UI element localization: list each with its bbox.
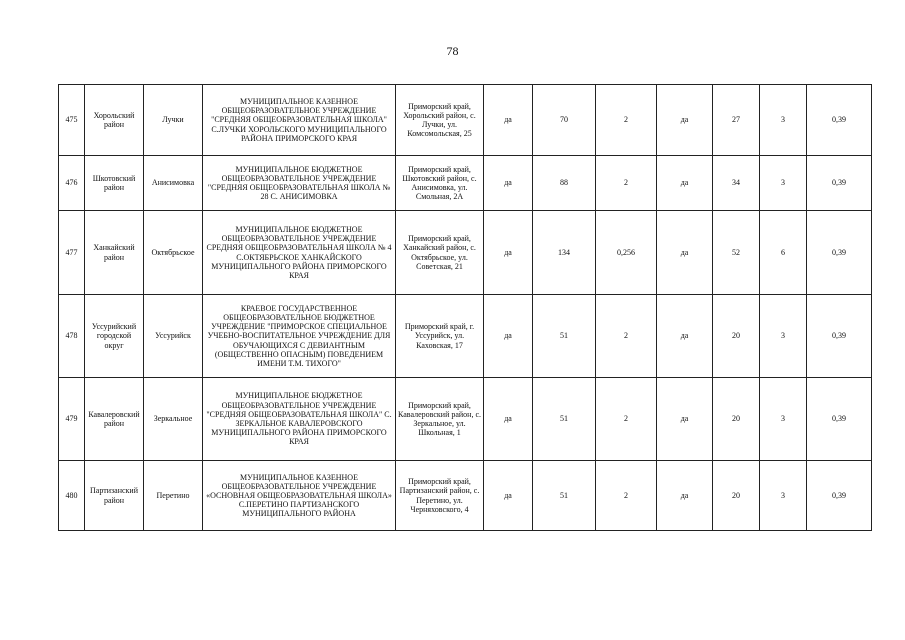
address-cell: Приморский край, Кавалеровский район, с. Зеркальное, ул. Школьная, 1 xyxy=(396,378,484,461)
value-cell: 134 xyxy=(533,211,596,295)
row-number: 475 xyxy=(59,85,85,156)
address-cell: Приморский край, Хорольский район, с. Лучки, ул. Комсомольская, 25 xyxy=(396,85,484,156)
school-name-cell: МУНИЦИПАЛЬНОЕ БЮДЖЕТНОЕ ОБЩЕОБРАЗОВАТЕЛЬНОЕ УЧРЕЖДЕНИЕ "СРЕДНЯЯ ОБЩЕОБРАЗОВАТЕЛЬНАЯ ШКОЛА" С. ЗЕРКАЛЬНОЕ КАВАЛЕРОВСКОГО МУНИЦИПАЛЬНОГО РАЙОНА ПРИМОРСКОГО КРАЯ xyxy=(203,378,396,461)
locality-cell: Перетино xyxy=(144,461,203,531)
value-cell: да xyxy=(657,156,713,211)
value-cell: 3 xyxy=(760,378,807,461)
value-cell: да xyxy=(484,295,533,378)
table-row xyxy=(59,461,872,531)
value-cell: 51 xyxy=(533,378,596,461)
value-cell: 0,39 xyxy=(807,156,872,211)
row-number: 478 xyxy=(59,295,85,378)
value-cell: 0,39 xyxy=(807,378,872,461)
value-cell: 0,39 xyxy=(807,295,872,378)
table-row xyxy=(59,85,872,156)
value-cell: да xyxy=(657,85,713,156)
value-cell: 52 xyxy=(713,211,760,295)
school-name-cell: МУНИЦИПАЛЬНОЕ КАЗЕННОЕ ОБЩЕОБРАЗОВАТЕЛЬНОЕ УЧРЕЖДЕНИЕ «ОСНОВНАЯ ОБЩЕОБРАЗОВАТЕЛЬНАЯ ШКОЛА» С.ПЕРЕТИНО ПАРТИЗАНСКОГО МУНИЦИПАЛЬНОГО РАЙОНА xyxy=(203,461,396,531)
value-cell: 20 xyxy=(713,378,760,461)
value-cell: 0,256 xyxy=(596,211,657,295)
school-name-cell: МУНИЦИПАЛЬНОЕ БЮДЖЕТНОЕ ОБЩЕОБРАЗОВАТЕЛЬНОЕ УЧРЕЖДЕНИЕ "СРЕДНЯЯ ОБЩЕОБРАЗОВАТЕЛЬНАЯ ШКОЛА № 28 С. АНИСИМОВКА xyxy=(203,156,396,211)
row-number: 479 xyxy=(59,378,85,461)
address-cell: Приморский край, Шкотовский район, с. Анисимовка, ул. Смольная, 2А xyxy=(396,156,484,211)
value-cell: 3 xyxy=(760,156,807,211)
district-cell: Уссурийский городской округ xyxy=(85,295,144,378)
value-cell: 6 xyxy=(760,211,807,295)
value-cell: 2 xyxy=(596,461,657,531)
district-cell: Хорольский район xyxy=(85,85,144,156)
value-cell: 2 xyxy=(596,378,657,461)
locality-cell: Октябрьское xyxy=(144,211,203,295)
value-cell: 0,39 xyxy=(807,211,872,295)
table-row xyxy=(59,378,872,461)
value-cell: 20 xyxy=(713,461,760,531)
schools-table xyxy=(58,84,872,531)
row-number: 477 xyxy=(59,211,85,295)
value-cell: 51 xyxy=(533,461,596,531)
value-cell: да xyxy=(484,156,533,211)
value-cell: да xyxy=(484,85,533,156)
address-cell: Приморский край, Ханкайский район, с. Октябрьское, ул. Советская, 21 xyxy=(396,211,484,295)
value-cell: 2 xyxy=(596,295,657,378)
district-cell: Партизанский район xyxy=(85,461,144,531)
locality-cell: Лучки xyxy=(144,85,203,156)
value-cell: 70 xyxy=(533,85,596,156)
table-body xyxy=(59,85,872,531)
value-cell: 20 xyxy=(713,295,760,378)
row-number: 476 xyxy=(59,156,85,211)
value-cell: 0,39 xyxy=(807,461,872,531)
table-row xyxy=(59,156,872,211)
value-cell: 0,39 xyxy=(807,85,872,156)
value-cell: 88 xyxy=(533,156,596,211)
district-cell: Кавалеровский район xyxy=(85,378,144,461)
value-cell: 51 xyxy=(533,295,596,378)
locality-cell: Зеркальное xyxy=(144,378,203,461)
value-cell: да xyxy=(657,378,713,461)
value-cell: 34 xyxy=(713,156,760,211)
value-cell: да xyxy=(657,295,713,378)
district-cell: Шкотовский район xyxy=(85,156,144,211)
value-cell: 2 xyxy=(596,85,657,156)
address-cell: Приморский край, Партизанский район, с. Перетино, ул. Черняховского, 4 xyxy=(396,461,484,531)
locality-cell: Уссурийск xyxy=(144,295,203,378)
value-cell: 3 xyxy=(760,295,807,378)
locality-cell: Анисимовка xyxy=(144,156,203,211)
district-cell: Ханкайский район xyxy=(85,211,144,295)
value-cell: да xyxy=(657,211,713,295)
value-cell: 3 xyxy=(760,85,807,156)
value-cell: да xyxy=(484,378,533,461)
school-name-cell: МУНИЦИПАЛЬНОЕ КАЗЕННОЕ ОБЩЕОБРАЗОВАТЕЛЬНОЕ УЧРЕЖДЕНИЕ "СРЕДНЯЯ ОБЩЕОБРАЗОВАТЕЛЬНАЯ ШКОЛА" С.ЛУЧКИ ХОРОЛЬСКОГО МУНИЦИПАЛЬНОГО РАЙОНА ПРИМОРСКОГО КРАЯ xyxy=(203,85,396,156)
page-number: 78 xyxy=(446,44,459,58)
value-cell: 2 xyxy=(596,156,657,211)
value-cell: да xyxy=(657,461,713,531)
value-cell: 27 xyxy=(713,85,760,156)
value-cell: да xyxy=(484,211,533,295)
table-row xyxy=(59,295,872,378)
row-number: 480 xyxy=(59,461,85,531)
school-name-cell: МУНИЦИПАЛЬНОЕ БЮДЖЕТНОЕ ОБЩЕОБРАЗОВАТЕЛЬНОЕ УЧРЕЖДЕНИЕ СРЕДНЯЯ ОБЩЕОБРАЗОВАТЕЛЬНАЯ ШКОЛА № 4 С.ОКТЯБРЬСКОЕ ХАНКАЙСКОГО МУНИЦИПАЛЬНОГО РАЙОНА ПРИМОРСКОГО КРАЯ xyxy=(203,211,396,295)
value-cell: 3 xyxy=(760,461,807,531)
value-cell: да xyxy=(484,461,533,531)
address-cell: Приморский край, г. Уссурийск, ул. Каховская, 17 xyxy=(396,295,484,378)
table-row xyxy=(59,211,872,295)
school-name-cell: КРАЕВОЕ ГОСУДАРСТВЕННОЕ ОБЩЕОБРАЗОВАТЕЛЬНОЕ БЮДЖЕТНОЕ УЧРЕЖДЕНИЕ "ПРИМОРСКОЕ СПЕЦИАЛЬНОЕ УЧЕБНО-ВОСПИТАТЕЛЬНОЕ УЧРЕЖДЕНИЕ ДЛЯ ОБУЧАЮЩИХСЯ С ДЕВИАНТНЫМ (ОБЩЕСТВЕННО ОПАСНЫМ) ПОВЕДЕНИЕМ ИМЕНИ Т.М. ТИХОГО" xyxy=(203,295,396,378)
